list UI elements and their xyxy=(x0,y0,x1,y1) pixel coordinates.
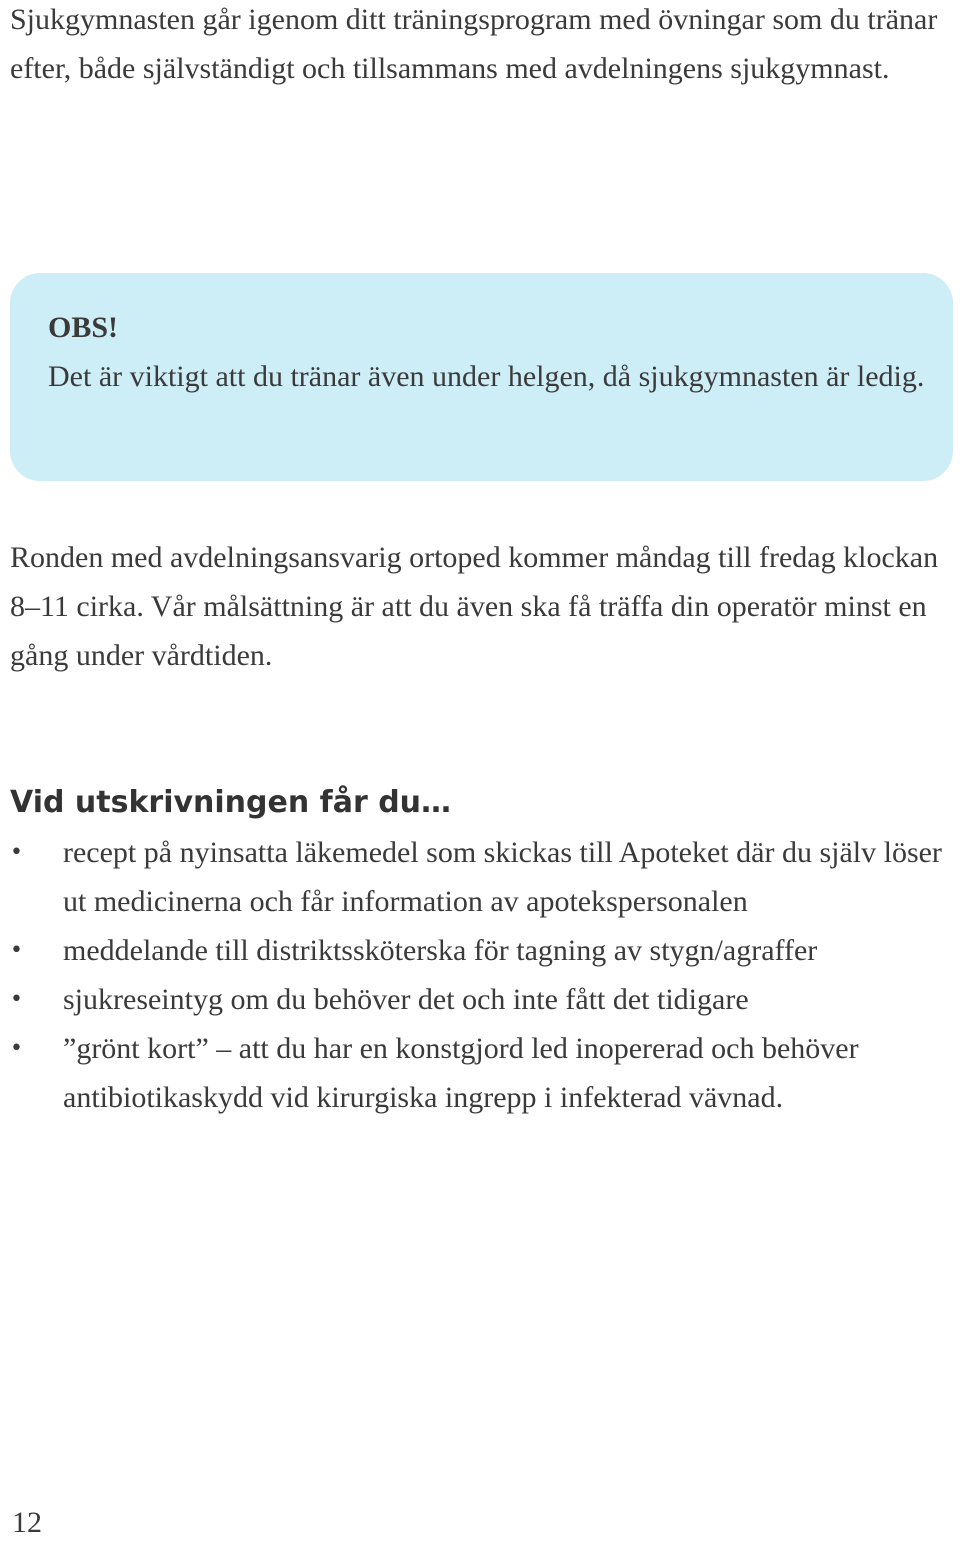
list-item-text: recept på nyinsatta läkemedel som skickas till Apoteket där du själv löser ut medicinerna och får information av apotekspersonalen xyxy=(63,836,942,918)
note-box xyxy=(10,273,953,481)
list-item xyxy=(10,828,945,926)
list-item xyxy=(10,975,945,1024)
bullet-icon: • xyxy=(10,840,23,865)
list-item-text: ”grönt kort” – att du har en konstgjord led inopererad och behöver antibiotikaskydd vid kirurgiska ingrepp i infekterad vävnad. xyxy=(63,1032,859,1114)
bullet-icon: • xyxy=(10,938,23,963)
list-item-text: meddelande till distriktssköterska för tagning av stygn/agraffer xyxy=(63,934,818,967)
discharge-heading: Vid utskrivningen får du… xyxy=(10,785,452,820)
bullet-icon: • xyxy=(10,1036,23,1061)
discharge-list xyxy=(10,828,945,1122)
list-item xyxy=(10,926,945,975)
list-item xyxy=(10,1024,945,1122)
note-title: OBS! xyxy=(48,311,119,344)
list-item-text: sjukreseintyg om du behöver det och inte fått det tidigare xyxy=(63,983,749,1016)
bullet-icon: • xyxy=(10,987,23,1012)
page-number: 12 xyxy=(12,1506,42,1539)
intro-paragraph: Sjukgymnasten går igenom ditt träningsprogram med övningar som du tränar efter, både självständigt och tillsammans med avdelningens sjukgymnast. xyxy=(10,3,938,85)
rounds-paragraph: Ronden med avdelningsansvarig ortoped kommer måndag till fredag klockan 8–11 cirka. Vår målsättning är att du även ska få träffa din operatör minst en gång under vårdtiden. xyxy=(10,541,939,672)
note-text: Det är viktigt att du tränar även under helgen, då sjukgymnasten är ledig. xyxy=(48,360,925,393)
